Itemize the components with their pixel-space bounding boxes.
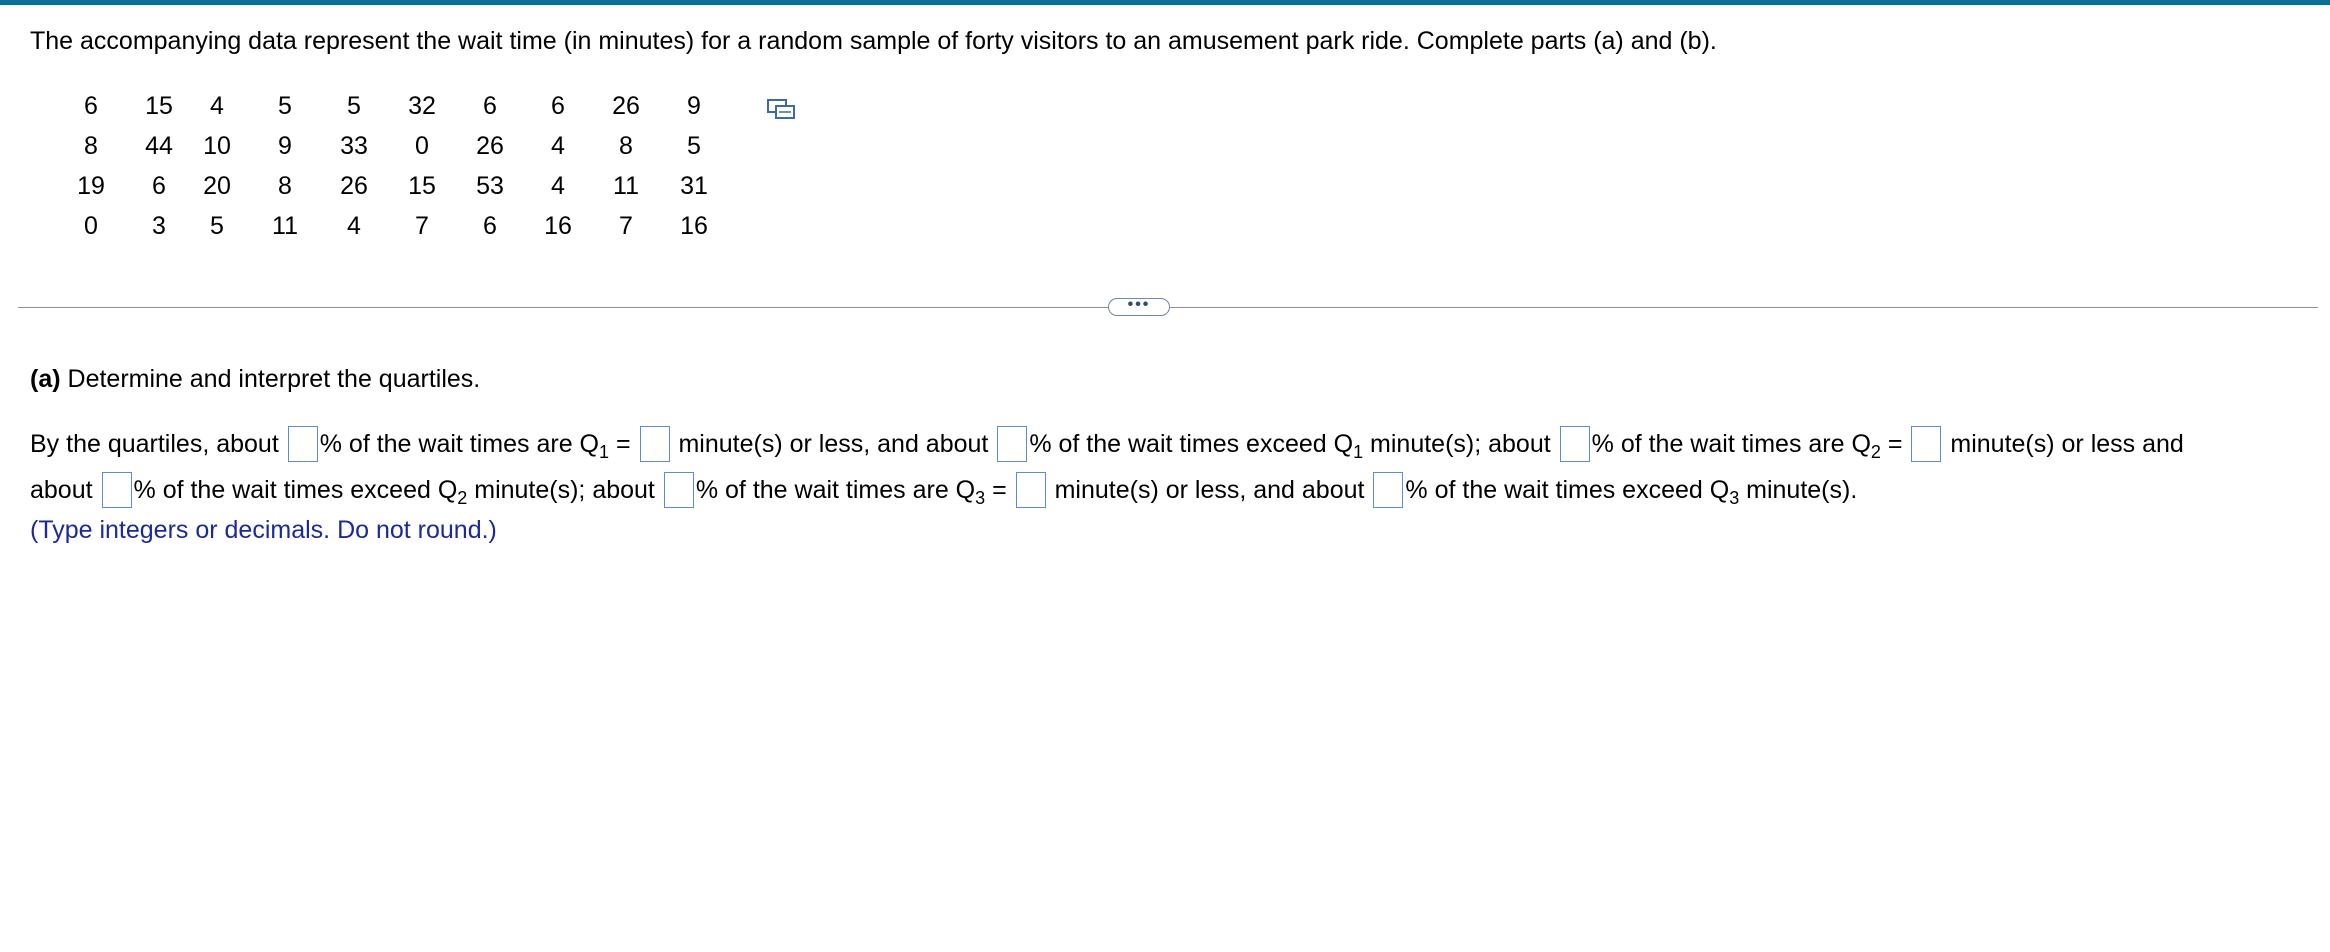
data-cell: 6 bbox=[483, 211, 497, 240]
data-cell: 4 bbox=[210, 91, 224, 120]
data-cell: 15 bbox=[145, 91, 173, 120]
answer-text: By the quartiles, about bbox=[30, 430, 279, 458]
answer-text: % of the wait times are Q bbox=[1591, 430, 1871, 458]
answer-text: % of the wait times are Q bbox=[319, 430, 600, 458]
answer-text: % of the wait times exceed Q bbox=[1029, 430, 1354, 458]
q1-percent-exceed-input[interactable] bbox=[997, 426, 1027, 462]
input-hint: (Type integers or decimals. Do not round.) bbox=[30, 516, 497, 544]
expand-more-button[interactable] bbox=[1108, 298, 1170, 316]
data-cell: 16 bbox=[680, 211, 708, 240]
copy-data-icon[interactable] bbox=[766, 97, 796, 121]
part-a-title-text: Determine and interpret the quartiles. bbox=[60, 365, 481, 393]
answer-text: minute(s). bbox=[1739, 476, 1858, 504]
data-cell: 4 bbox=[551, 131, 565, 160]
data-row bbox=[48, 206, 728, 246]
data-cell: 7 bbox=[619, 211, 633, 240]
data-cell: 5 bbox=[347, 91, 361, 120]
q3-value-input[interactable] bbox=[1016, 472, 1046, 508]
data-cell: 20 bbox=[203, 171, 231, 200]
data-cell: 10 bbox=[203, 131, 231, 160]
equals-sign: = bbox=[1880, 430, 1903, 458]
part-a-label: (a) bbox=[30, 365, 61, 393]
data-cell: 7 bbox=[415, 211, 429, 240]
data-cell: 8 bbox=[278, 171, 292, 200]
data-cell: 33 bbox=[340, 131, 368, 160]
data-cell: 26 bbox=[340, 171, 368, 200]
data-cell: 44 bbox=[145, 131, 173, 160]
subscript-1: 1 bbox=[599, 442, 610, 462]
data-cell: 4 bbox=[347, 211, 361, 240]
subscript-3: 3 bbox=[975, 488, 986, 508]
data-cell: 8 bbox=[619, 131, 633, 160]
data-cell: 6 bbox=[483, 91, 497, 120]
data-cell: 9 bbox=[278, 131, 292, 160]
data-row bbox=[48, 126, 728, 166]
q1-percent-below-input[interactable] bbox=[288, 426, 318, 462]
data-row bbox=[48, 166, 728, 206]
data-table bbox=[48, 86, 728, 246]
data-cell: 5 bbox=[210, 211, 224, 240]
top-accent-bar bbox=[0, 0, 2330, 5]
data-row bbox=[48, 86, 728, 126]
data-cell: 3 bbox=[152, 211, 166, 240]
q3-percent-below-input[interactable] bbox=[664, 472, 694, 508]
data-cell: 6 bbox=[551, 91, 565, 120]
answer-text: minute(s) or less, and about bbox=[1047, 476, 1365, 504]
equals-sign: = bbox=[609, 430, 631, 458]
data-cell: 53 bbox=[476, 171, 504, 200]
data-cell: 8 bbox=[84, 131, 98, 160]
data-cell: 9 bbox=[687, 91, 701, 120]
answer-text: % of the wait times exceed Q bbox=[1405, 476, 1730, 504]
data-cell: 32 bbox=[408, 91, 436, 120]
data-cell: 0 bbox=[415, 131, 429, 160]
question-text: The accompanying data represent the wait time (in minutes) for a random sample of forty visitors to an amusement park ride. Complete parts (a) and (b). bbox=[30, 27, 1717, 55]
q2-percent-below-input[interactable] bbox=[1560, 426, 1590, 462]
subscript-1: 1 bbox=[1353, 442, 1364, 462]
answer-text: minute(s); about bbox=[1363, 430, 1551, 458]
answer-line-1 bbox=[30, 426, 2184, 462]
data-cell: 5 bbox=[687, 131, 701, 160]
data-cell: 0 bbox=[84, 211, 98, 240]
data-cell: 11 bbox=[272, 211, 298, 240]
q2-value-input[interactable] bbox=[1911, 426, 1941, 462]
equals-sign: = bbox=[985, 476, 1007, 504]
answer-text: about bbox=[30, 476, 93, 504]
data-cell: 5 bbox=[278, 91, 292, 120]
part-a-title bbox=[30, 362, 480, 396]
data-cell: 11 bbox=[613, 171, 639, 200]
q1-value-input[interactable] bbox=[640, 426, 670, 462]
subscript-3: 3 bbox=[1729, 488, 1740, 508]
q2-percent-exceed-input[interactable] bbox=[102, 472, 132, 508]
answer-line-2 bbox=[30, 472, 1857, 508]
data-cell: 31 bbox=[680, 171, 708, 200]
data-cell: 4 bbox=[551, 171, 565, 200]
answer-text: minute(s) or less, and about bbox=[671, 430, 989, 458]
q3-percent-exceed-input[interactable] bbox=[1373, 472, 1403, 508]
subscript-2: 2 bbox=[457, 488, 468, 508]
answer-text: % of the wait times are Q bbox=[695, 476, 976, 504]
data-cell: 26 bbox=[476, 131, 504, 160]
ellipsis-icon: ••• bbox=[1127, 296, 1151, 313]
answer-text: minute(s) or less and bbox=[1943, 430, 2184, 458]
data-cell: 19 bbox=[77, 171, 105, 200]
data-cell: 6 bbox=[152, 171, 166, 200]
data-cell: 6 bbox=[84, 91, 98, 120]
data-cell: 15 bbox=[408, 171, 436, 200]
data-cell: 16 bbox=[544, 211, 572, 240]
data-cell: 26 bbox=[612, 91, 640, 120]
answer-text: % of the wait times exceed Q bbox=[133, 476, 458, 504]
subscript-2: 2 bbox=[1870, 442, 1881, 462]
answer-text: minute(s); about bbox=[467, 476, 655, 504]
